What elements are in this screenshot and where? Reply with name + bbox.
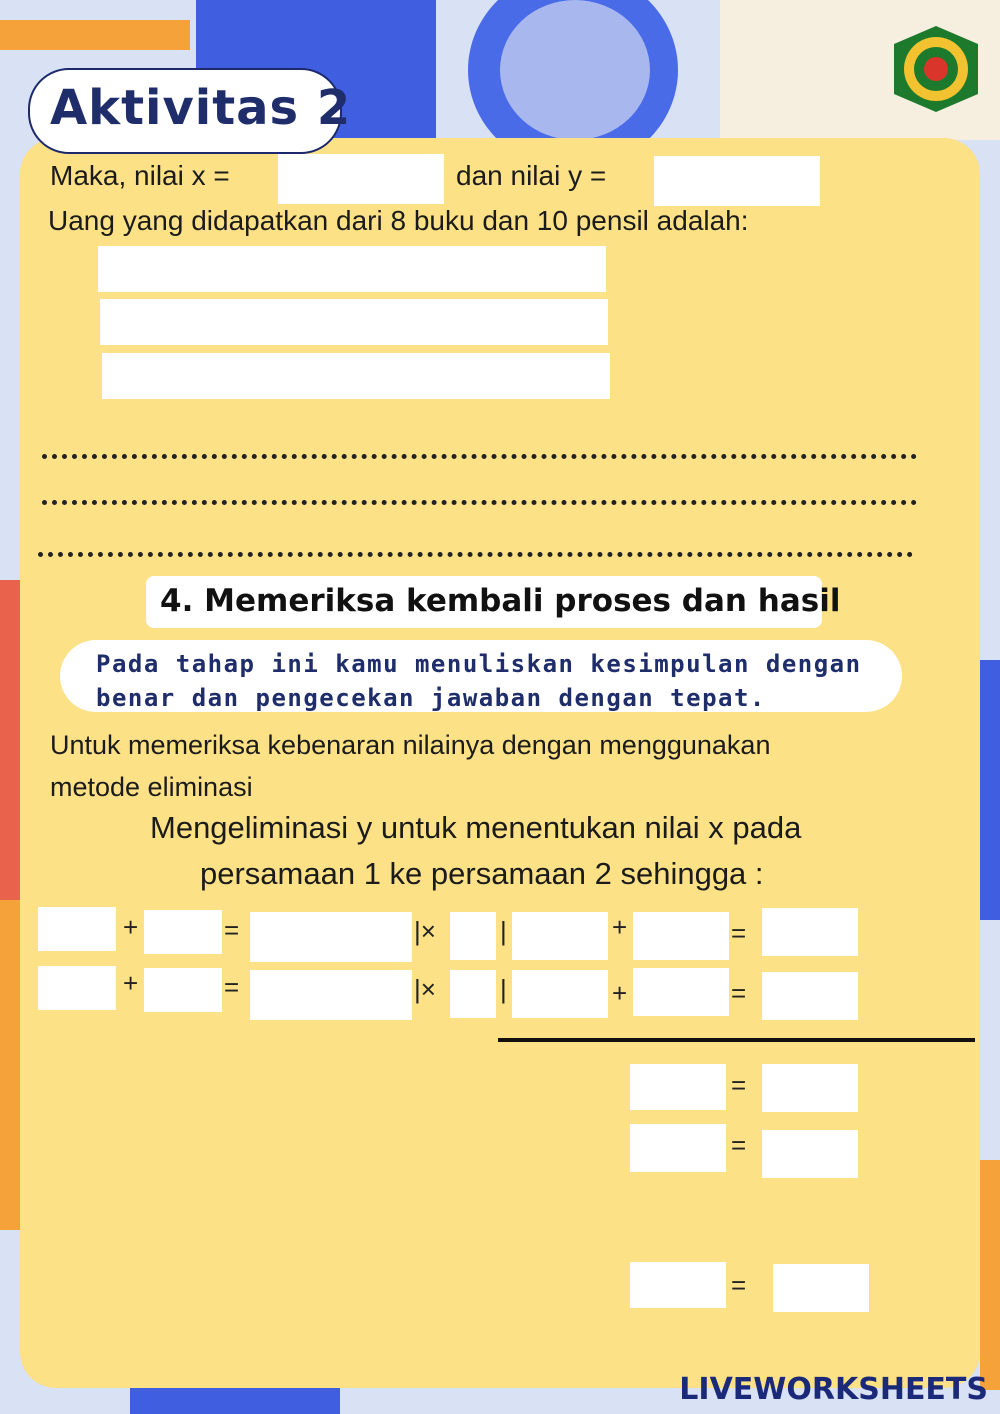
eq1-a-input[interactable] — [38, 907, 116, 951]
y-value-label: dan nilai y = — [456, 160, 607, 191]
eq2-a-input[interactable] — [38, 966, 116, 1010]
money-question: Uang yang didapatkan dari 8 buku dan 10 pensil adalah: — [48, 205, 749, 236]
eq2-rb-input[interactable] — [633, 968, 729, 1016]
x-value-label: Maka, nilai x = — [50, 160, 230, 191]
money-answer-input-2[interactable] — [100, 299, 608, 345]
eq1-rb-input[interactable] — [633, 912, 729, 960]
result3-right-input[interactable] — [773, 1264, 869, 1312]
result2-equals: = — [731, 1130, 747, 1160]
eq1-bar: | — [500, 916, 507, 946]
eq1-b-input[interactable] — [144, 910, 222, 954]
eq1-rc-input[interactable] — [762, 908, 858, 956]
dotted-answer-line-2 — [42, 486, 917, 505]
check-intro-line-1: Untuk memeriksa kebenaran nilainya dengan menggunakan — [50, 730, 771, 760]
bg-shape-right-blue — [980, 660, 1000, 920]
bg-shape-orange-strip — [0, 20, 190, 50]
eq1-multiplier-input[interactable] — [450, 912, 496, 960]
eq2-plus: + — [123, 968, 139, 998]
dotted-answer-line-1 — [42, 440, 917, 459]
step-title: 4. Memeriksa kembali proses dan hasil — [160, 583, 841, 619]
y-value-input[interactable] — [654, 156, 820, 206]
bg-shape-left-orange — [0, 900, 20, 1230]
eq2-b-input[interactable] — [144, 968, 222, 1012]
result2-left-input[interactable] — [630, 1124, 726, 1172]
page-title: Aktivitas 2 — [50, 80, 352, 136]
money-answer-input-3[interactable] — [102, 353, 610, 399]
bg-shape-bottom-blue — [130, 1388, 340, 1414]
eq2-r-plus: + — [612, 978, 628, 1008]
eq2-bar: | — [500, 974, 507, 1004]
x-value-input[interactable] — [278, 154, 444, 204]
eq2-c-input[interactable] — [250, 970, 412, 1020]
check-center-line-1: Mengeliminasi y untuk menentukan nilai x pada — [150, 810, 802, 845]
eq1-r-plus: + — [612, 912, 628, 942]
eq1-times: |× — [414, 916, 436, 946]
eq2-r-equals: = — [731, 978, 747, 1008]
result1-left-input[interactable] — [630, 1064, 726, 1110]
elimination-divider — [498, 1038, 975, 1042]
liveworksheets-brand: LIVEWORKSHEETS — [679, 1372, 988, 1407]
university-logo-icon — [886, 24, 986, 114]
result3-equals: = — [731, 1270, 747, 1300]
bg-shape-left-red — [0, 580, 20, 900]
dotted-answer-line-3 — [38, 538, 913, 557]
check-intro-line-2: metode eliminasi — [50, 772, 253, 802]
eq1-c-input[interactable] — [250, 912, 412, 962]
eq1-r-equals: = — [731, 918, 747, 948]
result2-right-input[interactable] — [762, 1130, 858, 1178]
eq2-times: |× — [414, 974, 436, 1004]
money-answer-input-1[interactable] — [98, 246, 606, 292]
eq2-rc-input[interactable] — [762, 972, 858, 1020]
eq1-equals: = — [224, 915, 240, 945]
result3-left-input[interactable] — [630, 1262, 726, 1308]
check-center-line-2: persamaan 1 ke persamaan 2 sehingga : — [200, 856, 764, 891]
eq1-plus: + — [123, 912, 139, 942]
eq1-ra-input[interactable] — [512, 912, 608, 960]
eq2-equals: = — [224, 972, 240, 1002]
result1-right-input[interactable] — [762, 1064, 858, 1112]
bg-shape-light-circle — [500, 0, 650, 140]
bg-shape-right-orange — [980, 1160, 1000, 1390]
eq2-ra-input[interactable] — [512, 970, 608, 1018]
result1-equals: = — [731, 1070, 747, 1100]
eq2-multiplier-input[interactable] — [450, 970, 496, 1018]
hint-text: Pada tahap ini kamu menuliskan kesimpulan dengan benar dan pengecekan jawaban dengan tepat. — [96, 650, 862, 712]
